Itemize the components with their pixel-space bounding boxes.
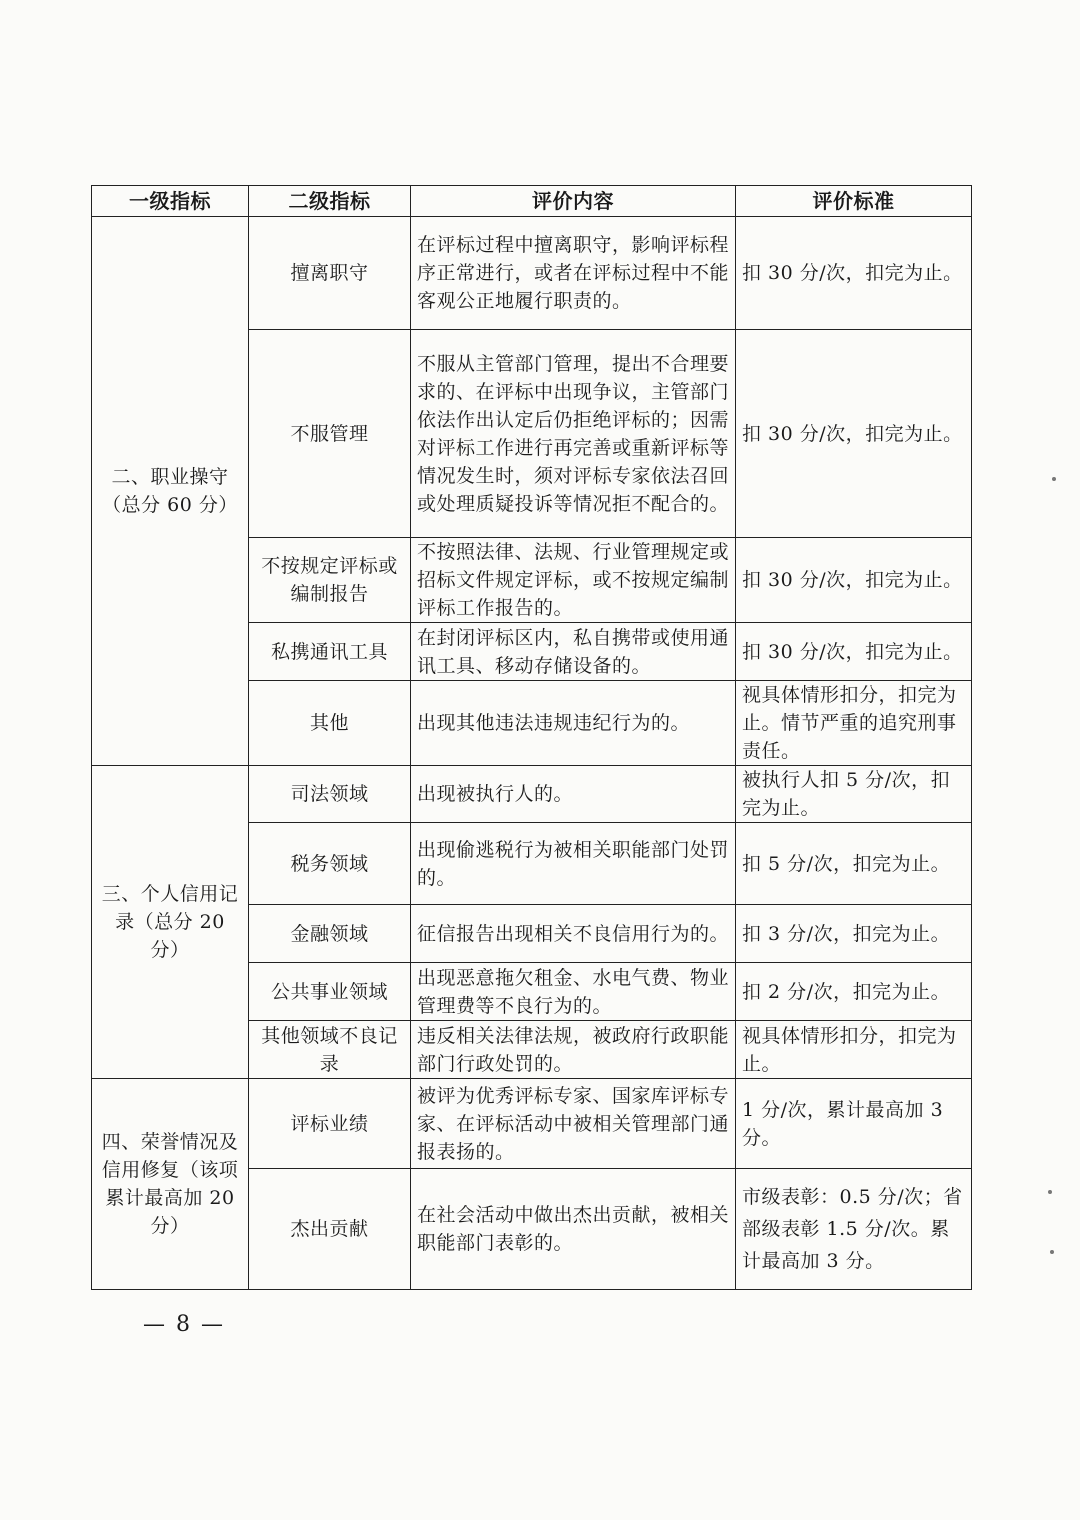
standard-cell: 扣 30 分/次，扣完为止。 [736,538,972,623]
content-cell: 违反相关法律法规，被政府行政职能部门行政处罚的。 [411,1021,736,1079]
standard-cell: 被执行人扣 5 分/次，扣完为止。 [736,766,972,823]
content-cell: 在社会活动中做出杰出贡献，被相关职能部门表彰的。 [411,1169,736,1290]
sub-indicator: 税务领域 [249,823,411,905]
content-cell: 在封闭评标区内，私自携带或使用通讯工具、移动存储设备的。 [411,623,736,681]
scan-speck [1052,477,1056,481]
standard-cell: 扣 3 分/次，扣完为止。 [736,905,972,963]
content-cell: 出现被执行人的。 [411,766,736,823]
table-row [92,217,972,330]
table-row [92,1079,972,1169]
standard-cell: 扣 5 分/次，扣完为止。 [736,823,972,905]
table-row [92,766,972,823]
sub-indicator: 其他领域不良记录 [249,1021,411,1079]
sub-indicator: 其他 [249,681,411,766]
sub-indicator: 杰出贡献 [249,1169,411,1290]
content-cell: 在评标过程中擅离职守，影响评标程序正常进行，或者在评标过程中不能客观公正地履行职责的。 [411,217,736,330]
sub-indicator: 评标业绩 [249,1079,411,1169]
content-cell: 出现恶意拖欠租金、水电气费、物业管理费等不良行为的。 [411,963,736,1021]
header-level2: 二级指标 [249,186,411,217]
standard-cell: 扣 30 分/次，扣完为止。 [736,217,972,330]
content-cell: 出现偷逃税行为被相关职能部门处罚的。 [411,823,736,905]
group-label-honor: 四、荣誉情况及信用修复（该项累计最高加 20 分） [92,1079,249,1290]
header-level1: 一级指标 [92,186,249,217]
standard-cell: 1 分/次，累计最高加 3 分。 [736,1079,972,1169]
evaluation-table [91,185,972,1290]
header-standard: 评价标准 [736,186,972,217]
content-cell: 征信报告出现相关不良信用行为的。 [411,905,736,963]
standard-cell: 扣 30 分/次，扣完为止。 [736,330,972,538]
page-number: — 8 — [143,1312,225,1337]
table-header-row [92,186,972,217]
header-content: 评价内容 [411,186,736,217]
standard-cell: 扣 30 分/次，扣完为止。 [736,623,972,681]
standard-cell: 扣 2 分/次，扣完为止。 [736,963,972,1021]
group-label-credit: 三、个人信用记录（总分 20 分） [92,766,249,1079]
content-cell: 不服从主管部门管理，提出不合理要求的、在评标中出现争议，主管部门依法作出认定后仍拒绝评标的；因需对评标工作进行再完善或重新评标等情况发生时，须对评标专家依法召回或处理质疑投诉等情况拒不配合的。 [411,330,736,538]
sub-indicator: 不按规定评标或编制报告 [249,538,411,623]
sub-indicator: 擅离职守 [249,217,411,330]
group-label-ethics: 二、职业操守（总分 60 分） [92,217,249,766]
content-cell: 不按照法律、法规、行业管理规定或招标文件规定评标，或不按规定编制评标工作报告的。 [411,538,736,623]
scan-speck [1050,1250,1054,1254]
sub-indicator: 金融领域 [249,905,411,963]
content-cell: 出现其他违法违规违纪行为的。 [411,681,736,766]
standard-cell: 视具体情形扣分，扣完为止。 [736,1021,972,1079]
sub-indicator: 司法领域 [249,766,411,823]
sub-indicator: 私携通讯工具 [249,623,411,681]
sub-indicator: 公共事业领域 [249,963,411,1021]
standard-cell: 视具体情形扣分，扣完为止。情节严重的追究刑事责任。 [736,681,972,766]
content-cell: 被评为优秀评标专家、国家库评标专家、在评标活动中被相关管理部门通报表扬的。 [411,1079,736,1169]
sub-indicator: 不服管理 [249,330,411,538]
standard-cell: 市级表彰：0.5 分/次；省部级表彰 1.5 分/次。累计最高加 3 分。 [736,1169,972,1290]
scan-speck [1048,1190,1052,1194]
